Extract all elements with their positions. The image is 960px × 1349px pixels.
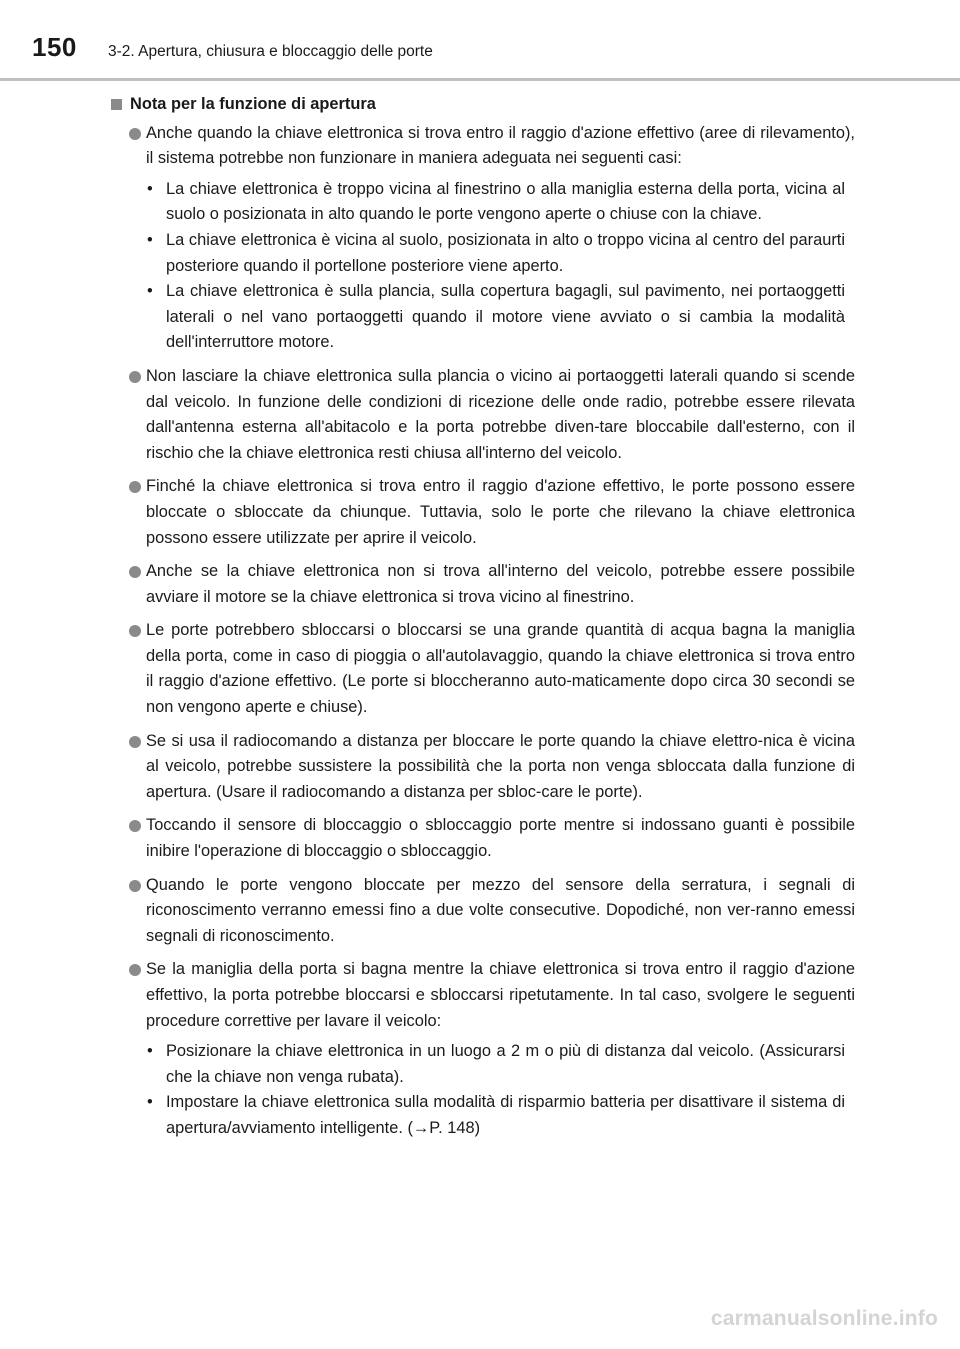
dot-bullet-icon: •: [147, 1042, 153, 1061]
list-item-text: Se si usa il radiocomando a distanza per bloccare le porte quando la chiave elettro-nica è vicina al veicolo, potrebbe sussistere la possibilità che la porta non venga sbloccata dalla funzione di apertura. (Usare il radiocomando a distanza per sbloc-care le porte).: [146, 731, 855, 801]
list-item-text: Le porte potrebbero sbloccarsi o bloccarsi se una grande quantità di acqua bagna la maniglia della porta, come in caso di pioggia o all'autolavaggio, quando la chiave elettronica si trova entro il raggio d'azione effettivo. (Le porte si bloccheranno auto-maticamente dopo circa 30 secondi se non vengono aperte e chiuse).: [146, 621, 855, 717]
watermark: carmanualsonline.info: [710, 1307, 938, 1330]
list-item: [110, 559, 855, 610]
sub-list-item-text: La chiave elettronica è troppo vicina al finestrino o alla maniglia esterna della porta, vicina al suolo o posizionata in alto quando le porte vengono aperte o chiuse con la chiave.: [166, 179, 845, 224]
sub-list-item-text: La chiave elettronica è sulla plancia, sulla copertura bagagli, sul pavimento, nei portaoggetti laterali o nel vano portaoggetti quando il motore viene avviato o si cambia la modalità dell'interruttore motore.: [166, 282, 845, 352]
sub-list-item-text: Impostare la chiave elettronica sulla modalità di risparmio batteria per disattivare il sistema di apertura/avviamento intelligente. (→P. 148): [166, 1093, 845, 1137]
list-item: [110, 957, 855, 1141]
list-item: [110, 121, 855, 356]
sub-list-item: [146, 1039, 845, 1090]
list-item-text: Finché la chiave elettronica si trova entro il raggio d'azione effettivo, le porte possono essere bloccate o sbloccate da chiunque. Tuttavia, solo le porte che rilevano la chiave elettronica possono essere utilizzate per aprire il veicolo.: [146, 477, 855, 547]
round-bullet-icon: [129, 128, 141, 140]
list-item: [110, 873, 855, 950]
chapter-title: 3-2. Apertura, chiusura e bloccaggio delle porte: [108, 43, 433, 60]
list-item-text: Anche quando la chiave elettronica si trova entro il raggio d'azione effettivo (aree di rilevamento), il sistema potrebbe non funzionare in maniera adeguata nei seguenti casi:: [146, 123, 855, 168]
list-item: [110, 474, 855, 551]
round-bullet-icon: [129, 880, 141, 892]
list-item-text: Se la maniglia della porta si bagna mentre la chiave elettronica si trova entro il raggio d'azione effettivo, la porta potrebbe bloccarsi e sbloccarsi ripetutamente. In tal caso, svolgere le seguenti procedure correttive per lavare il veicolo:: [146, 960, 855, 1030]
list-item: [110, 813, 855, 864]
sub-list-item-text: La chiave elettronica è vicina al suolo, posizionata in alto o troppo vicina al centro del paraurti posteriore quando il portellone posteriore viene aperto.: [166, 230, 845, 275]
dot-bullet-icon: •: [147, 179, 153, 198]
list-item-text: Quando le porte vengono bloccate per mezzo del sensore della serratura, i segnali di riconoscimento verranno emessi fino a due volte consecutive. Dopodiché, non ver-ranno emessi segnali di riconoscimento.: [146, 875, 855, 945]
section-content: [110, 92, 855, 1144]
section-heading-text: Nota per la funzione di apertura: [130, 95, 376, 113]
dot-bullet-icon: •: [147, 230, 153, 249]
sub-list: [146, 1039, 845, 1141]
list-item-text: Anche se la chiave elettronica non si trova all'interno del veicolo, potrebbe essere possibile avviare il motore se la chiave elettronica si trova vicino al finestrino.: [146, 562, 855, 606]
sub-list-item: [146, 1090, 845, 1141]
dot-bullet-icon: •: [147, 1093, 153, 1112]
sub-list-item: [146, 279, 845, 356]
round-bullet-icon: [129, 625, 141, 637]
sub-list-item: [146, 177, 845, 228]
round-bullet-icon: [129, 371, 141, 383]
round-bullet-icon: [129, 736, 141, 748]
dot-bullet-icon: •: [147, 282, 153, 301]
round-bullet-icon: [129, 481, 141, 493]
list-item: [110, 364, 855, 466]
list-item: [110, 729, 855, 806]
square-bullet-icon: [111, 99, 122, 110]
section-heading: [110, 92, 855, 118]
list-item-text: Non lasciare la chiave elettronica sulla plancia o vicino ai portaoggetti laterali quando si scende dal veicolo. In funzione delle condizioni di ricezione delle onde radio, potrebbe essere rilevata dall'antenna esterna all'abitacolo e la porta potrebbe diven-tare bloccabile dall'esterno, con il rischio che la chiave elettronica resti chiusa all'interno del veicolo.: [146, 366, 855, 462]
list-item: [110, 618, 855, 720]
round-bullet-icon: [129, 820, 141, 832]
list-item-text: Toccando il sensore di bloccaggio o sbloccaggio porte mentre si indossano guanti è possibile inibire l'operazione di bloccaggio o sbloccaggio.: [146, 816, 855, 861]
round-bullet-icon: [129, 566, 141, 578]
sub-list-item: [146, 228, 845, 279]
page-header: [0, 0, 960, 80]
round-bullet-icon: [129, 964, 141, 976]
page-number: 150: [32, 32, 77, 62]
header-divider: [0, 78, 960, 81]
sub-list-item-text: Posizionare la chiave elettronica in un luogo a 2 m o più di distanza dal veicolo. (Assicurarsi che la chiave non venga rubata).: [166, 1042, 845, 1086]
sub-list: [146, 177, 845, 356]
